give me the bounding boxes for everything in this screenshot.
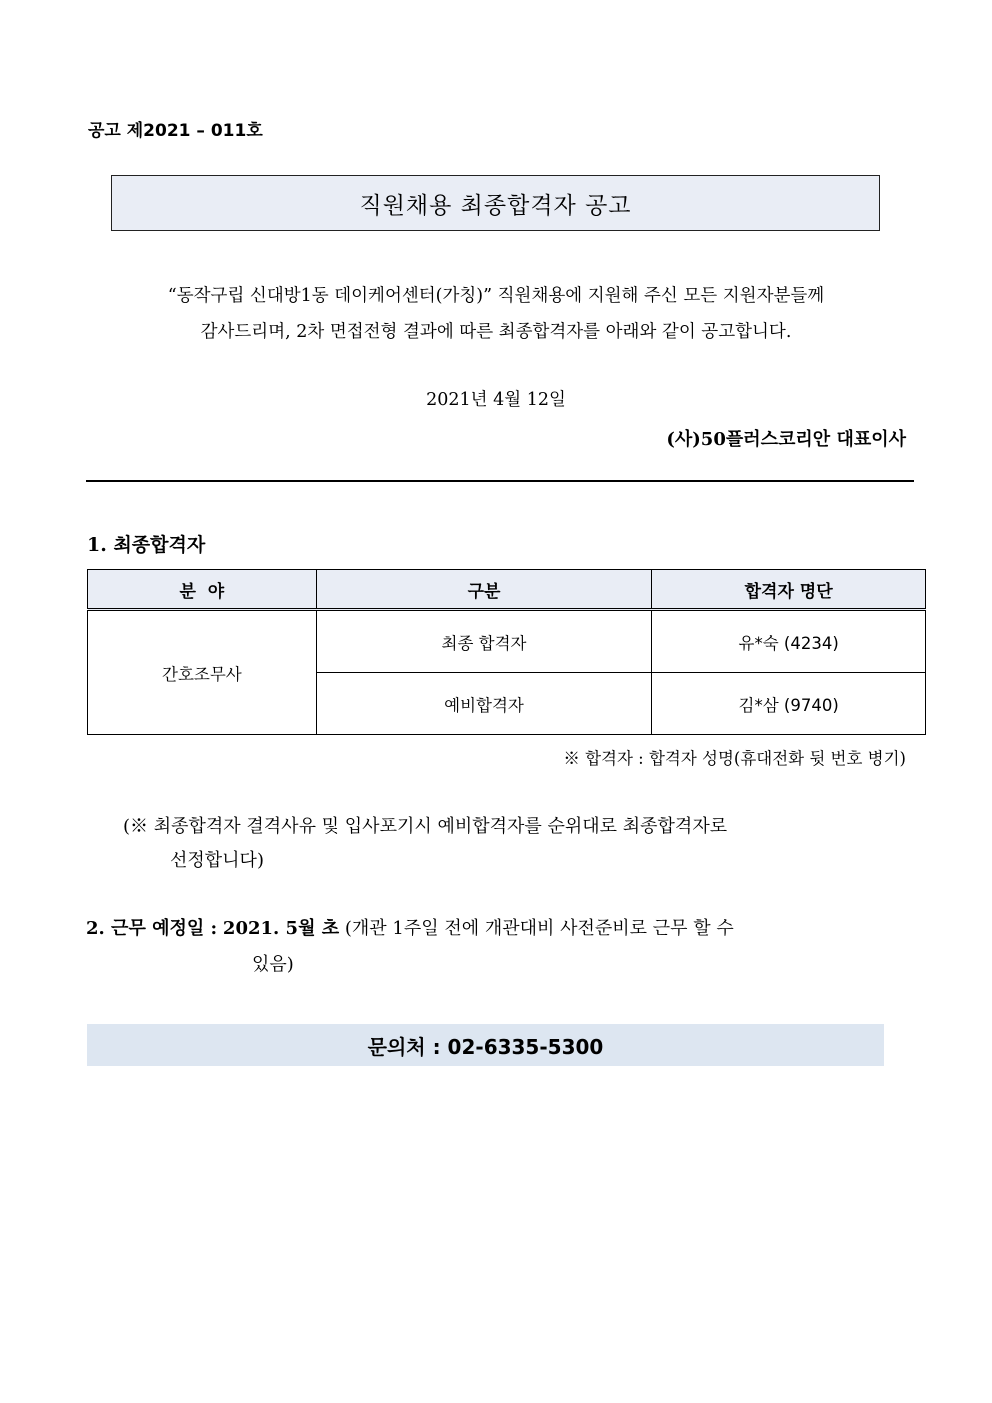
header-field: 분 야	[88, 570, 317, 610]
table-header-row	[88, 570, 926, 610]
remark-line-1: (※ 최종합격자 결격사유 및 입사포기시 예비합격자를 순위대로 최종합격자로	[123, 816, 728, 837]
section-1-heading: 1. 최종합격자	[87, 534, 206, 556]
remark-line-2: 선정합니다)	[170, 850, 264, 871]
category-cell: 예비합격자	[316, 673, 652, 735]
table-footnote: ※ 합격자 : 합격자 성명(휴대전화 뒷 번호 병기)	[563, 749, 906, 768]
notice-date: 2021년 4월 12일	[426, 390, 566, 410]
work-start-detail: (개관 1주일 전에 개관대비 사전준비로 근무 할 수	[344, 918, 734, 939]
name-cell: 김*삼 (9740)	[652, 673, 926, 735]
result-table	[87, 569, 926, 735]
title-box	[111, 175, 880, 231]
contact-text: 문의처 : 02-6335-5300	[367, 1034, 604, 1059]
name-cell: 유*숙 (4234)	[652, 610, 926, 673]
work-start-detail-cont: 있음)	[252, 954, 294, 975]
work-start-label: 2. 근무 예정일 :	[86, 918, 218, 939]
table-row	[88, 610, 926, 673]
field-cell: 간호조무사	[88, 610, 317, 735]
contact-banner	[87, 1024, 884, 1066]
work-start-line	[86, 914, 734, 940]
notice-number: 공고 제2021 – 011호	[88, 121, 263, 141]
category-cell: 최종 합격자	[316, 610, 652, 673]
work-start-value: 2021. 5월 초	[222, 918, 340, 939]
document-title: 직원채용 최종합격자 공고	[359, 192, 632, 219]
intro-line-2: 감사드리며, 2차 면접전형 결과에 따른 최종합격자를 아래와 같이 공고합니다.	[200, 322, 792, 342]
header-category: 구분	[316, 570, 652, 610]
header-names: 합격자 명단	[652, 570, 926, 610]
divider	[86, 480, 914, 482]
organization-signature: (사)50플러스코리안 대표이사	[666, 429, 906, 450]
intro-line-1: “동작구립 신대방1동 데이케어센터(가칭)” 직원채용에 지원해 주신 모든 지원자분들께	[167, 286, 825, 306]
